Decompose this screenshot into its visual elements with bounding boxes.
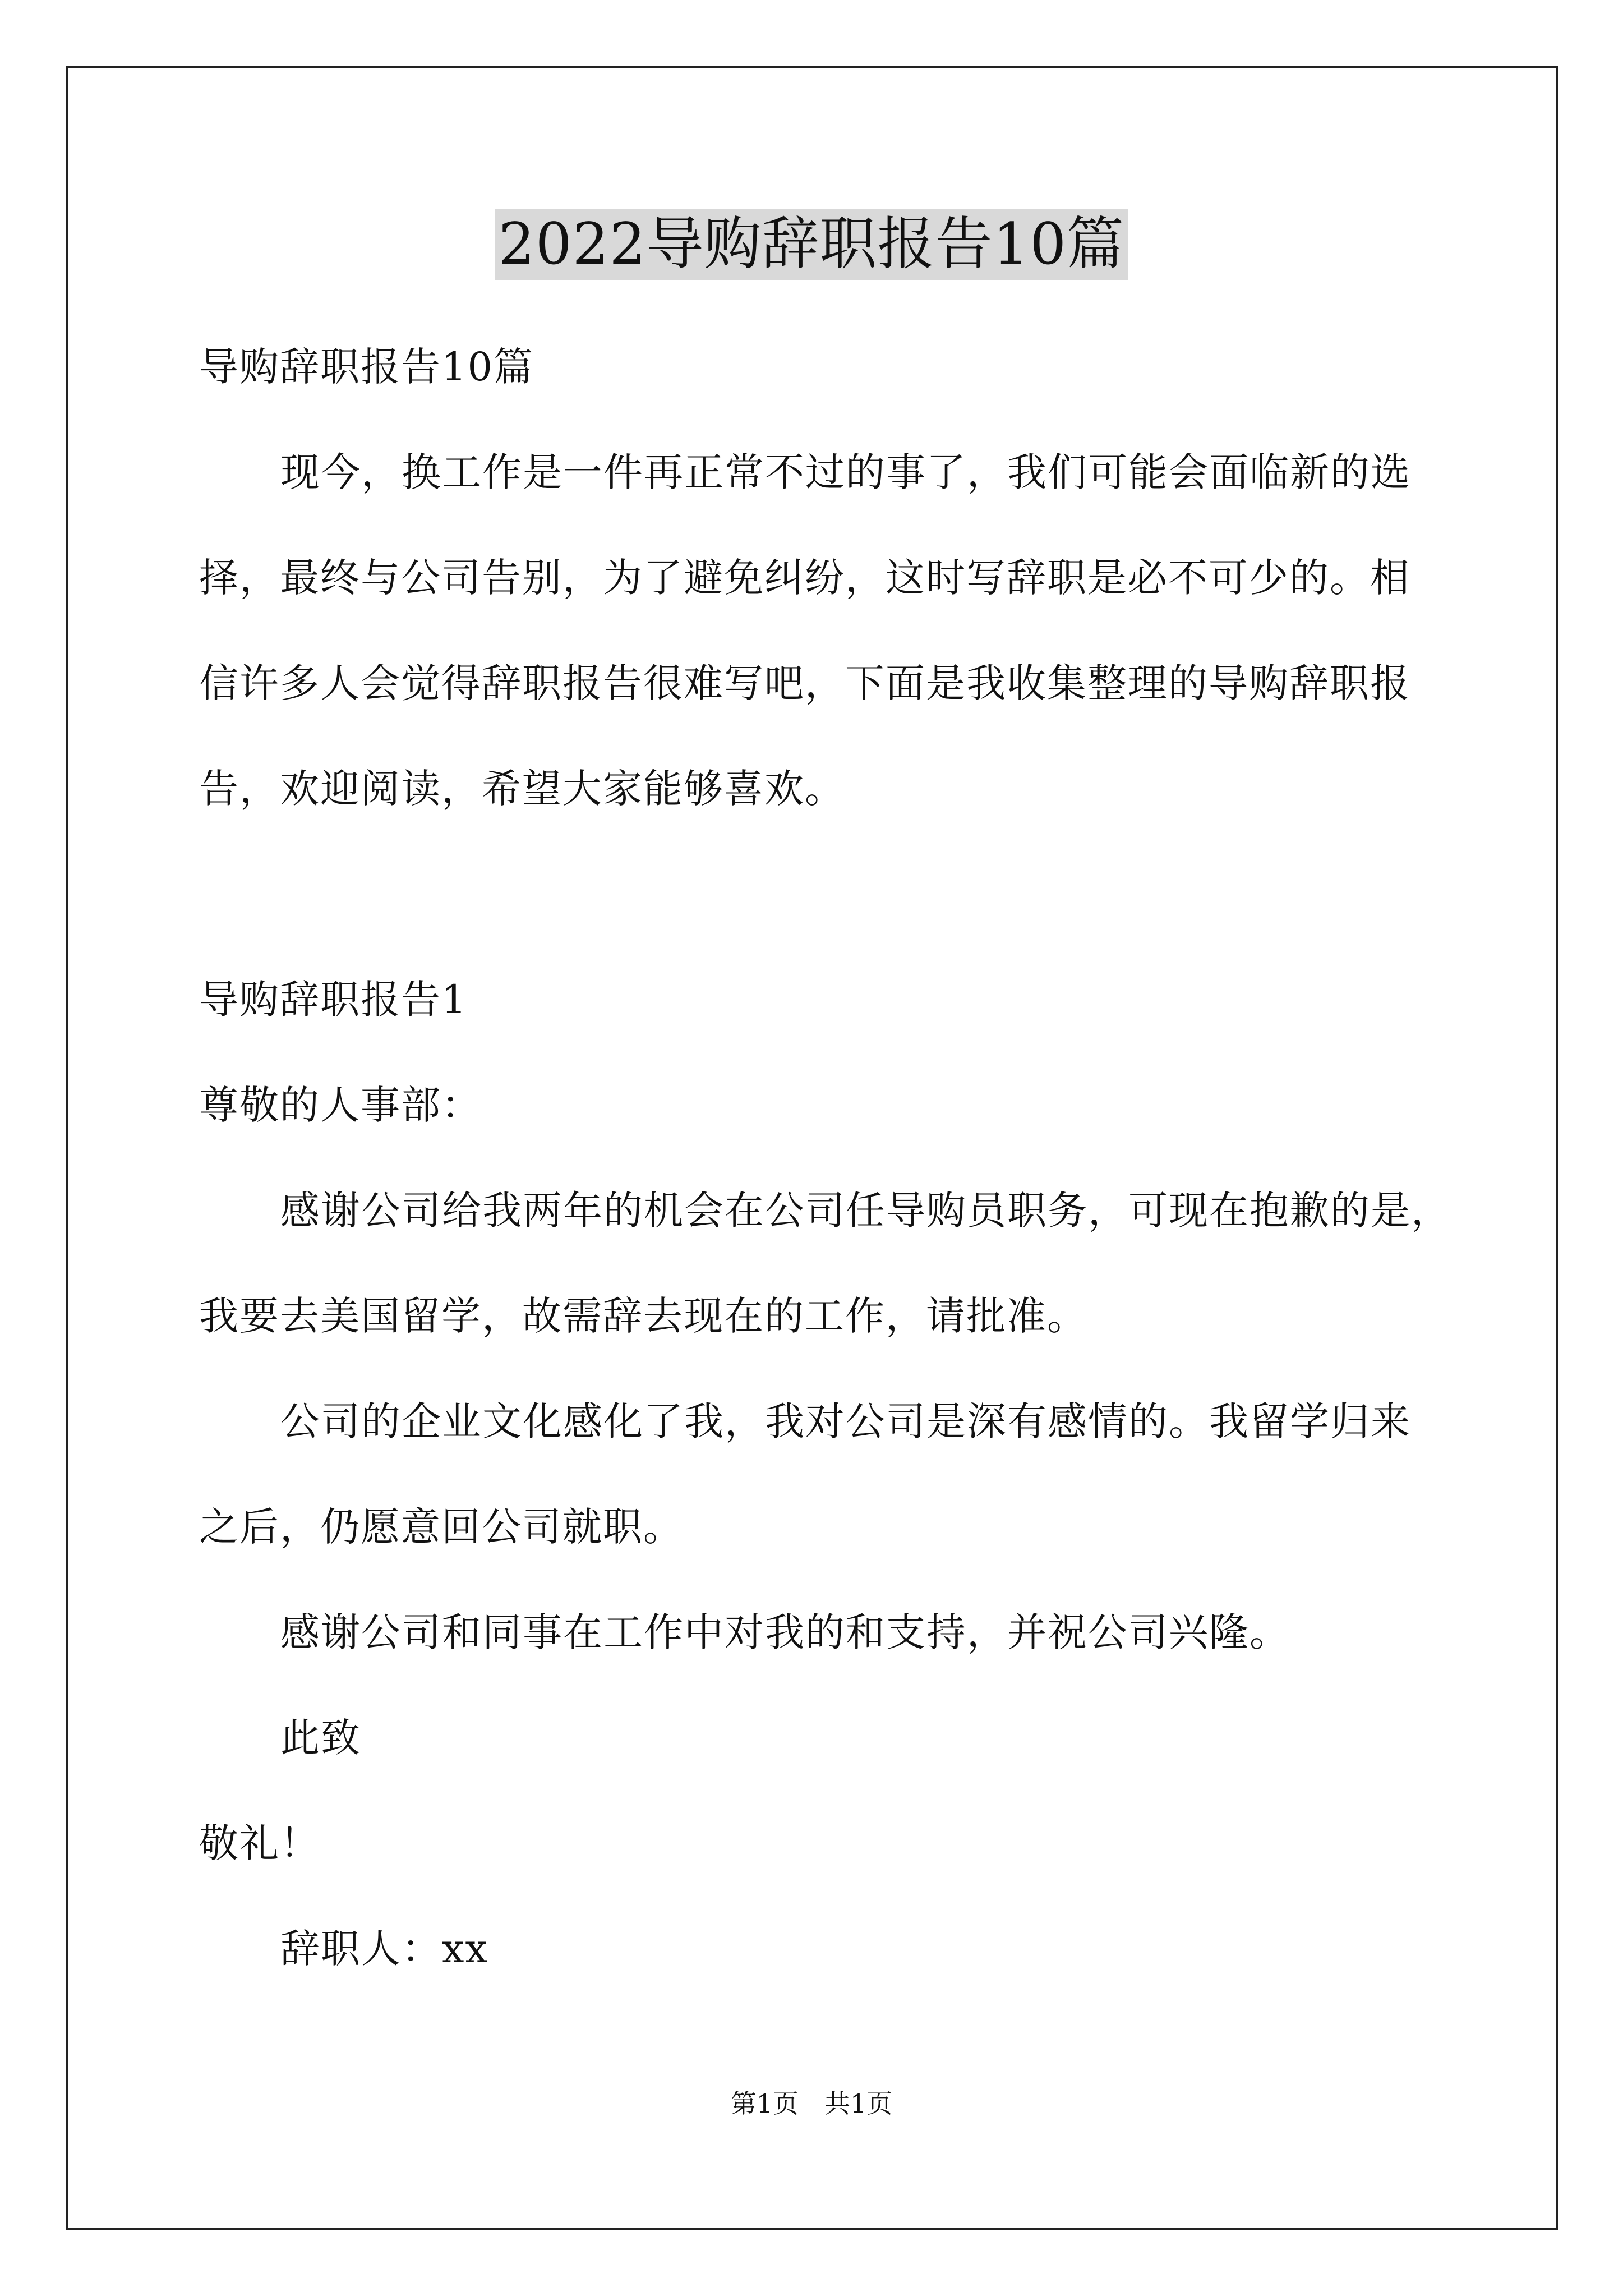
intro-line: 现今，换工作是一件再正常不过的事了，我们可能会面临新的选 <box>280 449 1411 495</box>
body-line: 我要去美国留学，故需辞去现在的工作，请批准。 <box>199 1293 1087 1339</box>
closing-line: 敬礼！ <box>199 1820 320 1866</box>
intro-line: 告，欢迎阅读，希望大家能够喜欢。 <box>199 766 845 812</box>
section-heading: 导购辞职报告1 <box>199 977 468 1023</box>
body-line: 公司的企业文化感化了我，我对公司是深有感情的。我留学归来 <box>280 1398 1411 1444</box>
closing-line: 此致 <box>280 1715 361 1761</box>
body-line: 感谢公司给我两年的机会在公司任导购员职务，可现在抱歉的是， <box>280 1188 1451 1234</box>
document-title: 2022导购辞职报告10篇 <box>495 209 1128 280</box>
document-body <box>199 314 1455 2001</box>
paragraph-gap <box>199 841 1455 947</box>
salutation: 尊敬的人事部： <box>199 1082 482 1128</box>
document-subtitle: 导购辞职报告10篇 <box>199 344 534 390</box>
body-line: 之后，仍愿意回公司就职。 <box>199 1504 684 1550</box>
intro-line: 信许多人会觉得辞职报告很难写吧，下面是我收集整理的导购辞职报 <box>199 660 1410 706</box>
page-footer: 第1页 共1页 <box>730 2088 893 2119</box>
body-line: 感谢公司和同事在工作中对我的和支持，并祝公司兴隆。 <box>280 1609 1290 1655</box>
intro-line: 择，最终与公司告别，为了避免纠纷，这时写辞职是必不可少的。相 <box>199 555 1410 601</box>
signature-line: 辞职人：xx <box>280 1926 488 1972</box>
title-container <box>0 209 1623 280</box>
